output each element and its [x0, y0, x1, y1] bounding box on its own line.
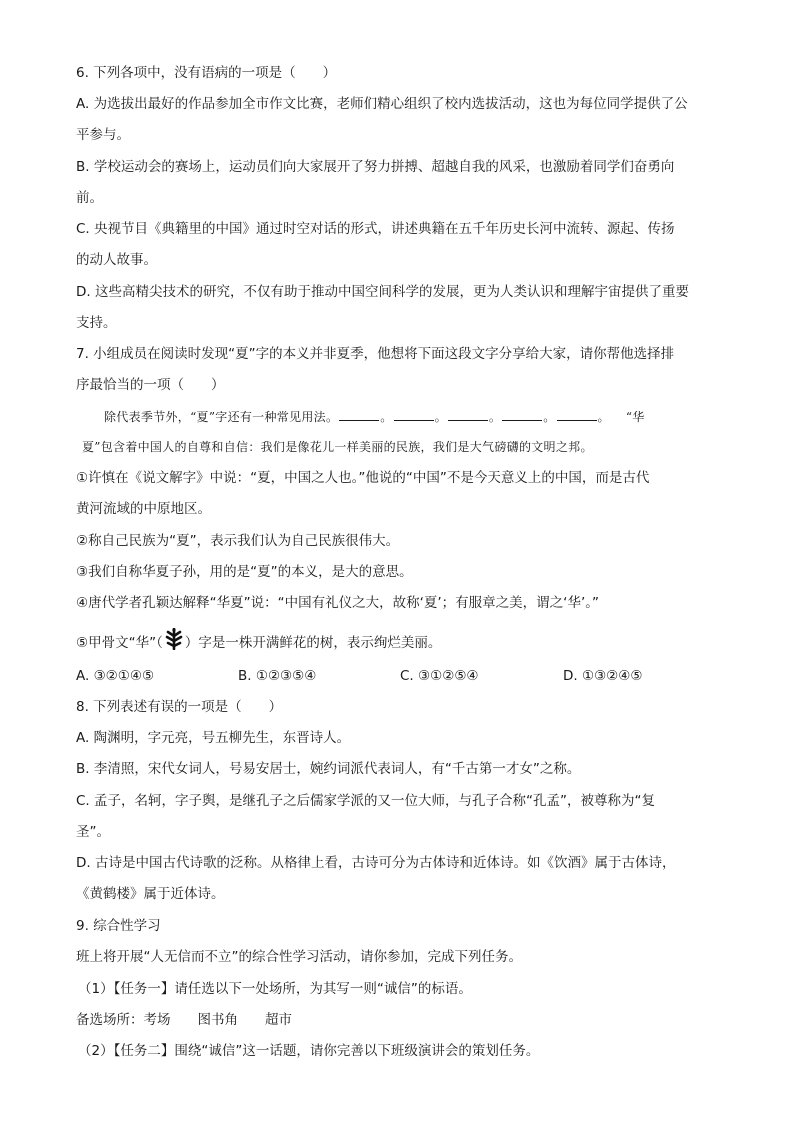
q8-option-b: B. 李清照，宋代女词人，号易安居士，婉约词派代表词人，有“千古第一才女”之称。 — [76, 761, 581, 777]
passage-sep: 。 — [434, 410, 447, 424]
q9-intro: 班上将开展“人无信而不立”的综合性学习活动，请你参加，完成下列任务。 — [76, 949, 522, 965]
q7-sentence-5 — [76, 628, 724, 652]
blank-2 — [394, 408, 434, 421]
passage-sep: 。 — [597, 410, 610, 424]
q7-sentence-4: ④唐代学者孔颖达解释“华夏”说：“中国有礼仪之大，故称‘夏’；有服章之美，谓之‘华’。” — [76, 595, 599, 611]
passage-sep: 。 — [380, 410, 393, 424]
passage-sep: 。 — [488, 410, 502, 424]
q7-passage-line1 — [104, 408, 724, 426]
passage-hua: “华 — [625, 410, 645, 424]
q9-task-1: （1）【任务一】请任选以下一处场所，为其写一则“诚信”的标语。 — [78, 981, 472, 997]
q7-stem-line2: 序最恰当的一项（ ） — [76, 377, 225, 393]
q8-option-d-line1: D. 古诗是中国古代诗歌的泛称。从格律上看，古诗可分为古体诗和近体诗。如《饮酒》属于古体诗， — [76, 855, 676, 871]
q7-sentence-2: ②称自己民族为“夏”，表示我们认为自己民族很伟大。 — [76, 533, 400, 549]
q8-option-c-line1: C. 孟子，名轲，字子舆，是继孔子之后儒家学派的又一位大师，与孔子合称“孔孟”，被尊称为“复 — [76, 793, 655, 809]
q8-option-a: A. 陶渊明，字元亮，号五柳先生，东晋诗人。 — [76, 730, 351, 746]
q7-passage-line2: 夏”包含着中国人的自尊和自信：我们是像花儿一样美丽的民族，我们是大气磅礴的文明之邦。 — [82, 440, 593, 454]
blank-4 — [502, 408, 542, 421]
q7-sentence-1-line2: 黄河流域的中原地区。 — [76, 501, 211, 517]
q6-option-c-line2: 的动人故事。 — [76, 252, 157, 268]
q9-places: 备选场所：考场 图书角 超市 — [76, 1012, 292, 1028]
q7-sentence-3: ③我们自称华夏子孙，用的是“夏”的本义，是大的意思。 — [76, 564, 413, 580]
q8-stem: 8. 下列表述有误的一项是（ ） — [76, 699, 283, 715]
blank-1 — [339, 408, 379, 421]
q9-title: 9. 综合性学习 — [76, 918, 161, 934]
q6-option-a-line2: 平参与。 — [76, 127, 130, 143]
q9-task-2: （2）【任务二】围绕“诚信”这一话题，请你完善以下班级演讲会的策划任务。 — [78, 1043, 540, 1059]
q7-sentence-1-line1: ①许慎在《说文解字》中说：“夏，中国之人也。”他说的“中国”不是今天意义上的中国，而是古代 — [76, 470, 650, 486]
q8-option-d-line2: 《黄鹤楼》属于近体诗。 — [76, 886, 225, 902]
q7-option-b: B. ①②③⑤④ — [238, 668, 317, 684]
q6-option-b-line1: B. 学校运动会的赛场上，运动员们向大家展开了努力拼搏、超越自我的风采，也激励着同学们奋勇向 — [76, 159, 675, 175]
q6-stem: 6. 下列各项中，没有语病的一项是（ ） — [76, 65, 337, 81]
blank-5 — [557, 408, 597, 421]
passage-sep: 。 — [543, 410, 556, 424]
sentence-5-prefix: ⑤甲骨文“华”（ — [76, 635, 163, 651]
q6-option-d-line2: 支持。 — [76, 315, 117, 331]
q6-option-a-line1: A. 为选拔出最好的作品参加全市作文比赛，老师们精心组织了校内选拔活动，这也为每位同学提供了公 — [76, 96, 688, 112]
q6-option-d-line1: D. 这些高精尖技术的研究，不仅有助于推动中国空间科学的发展，更为人类认识和理解宇宙提供了重要 — [76, 284, 689, 300]
q7-option-a: A. ③②①④⑤ — [76, 668, 155, 684]
q6-option-b-line2: 前。 — [76, 190, 103, 206]
sentence-5-suffix: ）字是一株开满鲜花的树，表示绚烂美丽。 — [184, 635, 442, 651]
q6-option-c-line1: C. 央视节目《典籍里的中国》通过时空对话的形式，讲述典籍在五千年历史长河中流转、源起、传扬 — [76, 221, 675, 237]
passage-intro: 除代表季节外，“夏”字还有一种常见用法。 — [104, 410, 339, 424]
oracle-bone-hua-icon — [165, 628, 183, 658]
q8-option-c-line2: 圣”。 — [76, 824, 110, 840]
q7-option-d: D. ①③②④⑤ — [563, 668, 643, 684]
blank-3 — [448, 408, 488, 421]
q7-option-c: C. ③①②⑤④ — [400, 668, 479, 684]
q7-stem-line1: 7. 小组成员在阅读时发现“夏”字的本义并非夏季，他想将下面这段文字分享给大家，请你帮他选择排 — [76, 346, 675, 362]
